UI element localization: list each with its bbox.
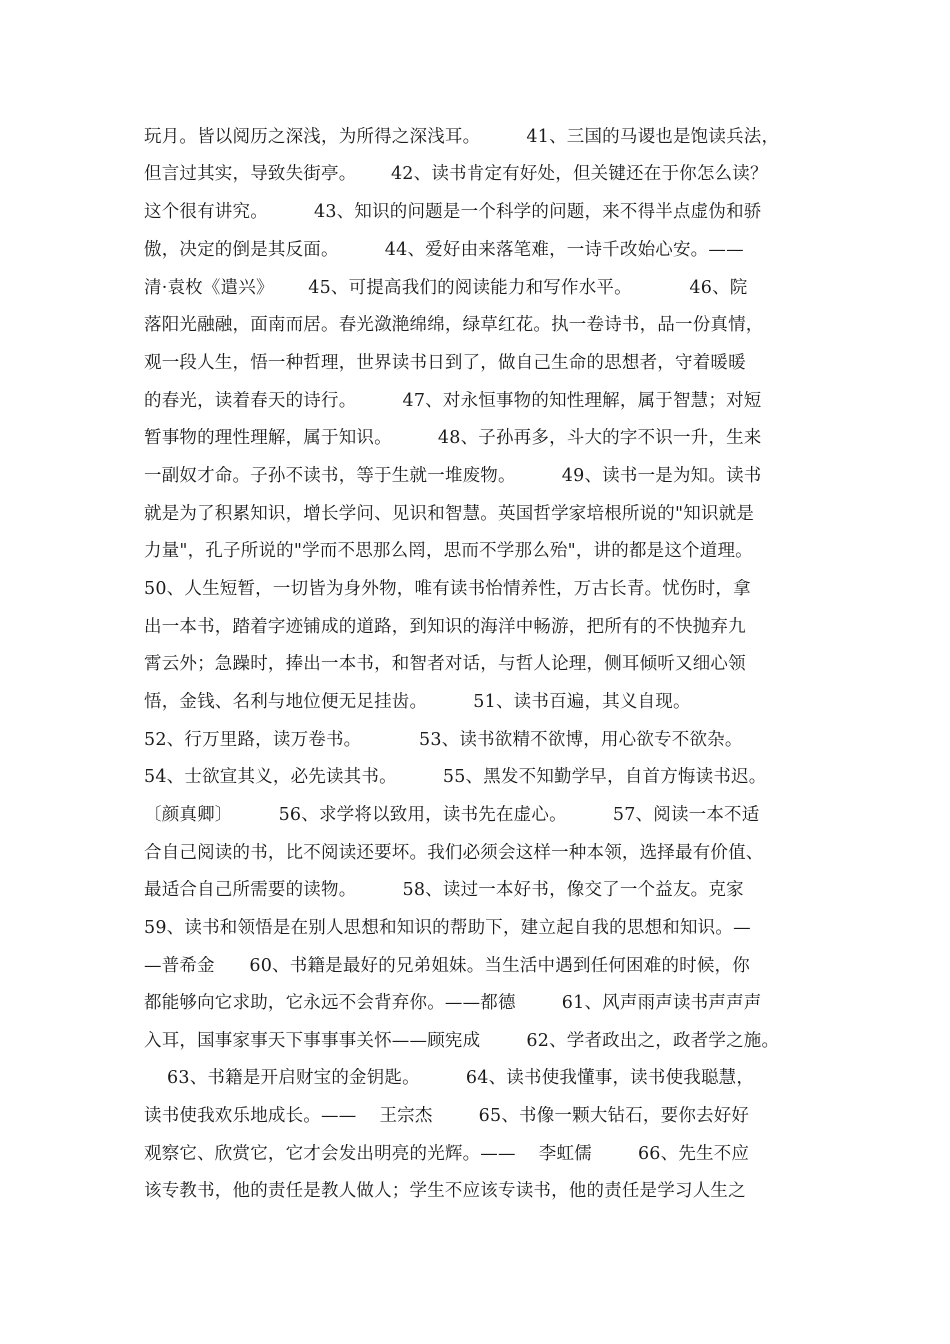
text-line: 暂事物的理性理解，属于知识。 48、子孙再多，斗大的字不识一升，生来 (144, 428, 762, 448)
text-line: 观一段人生，悟一种哲理，世界读书日到了，做自己生命的思想者，守着暖暖 (144, 353, 746, 373)
text-line: 59、读书和领悟是在别人思想和知识的帮助下，建立起自我的思想和知识。— (144, 918, 751, 938)
text-line: 这个很有讲究。 43、知识的问题是一个科学的问题，来不得半点虚伪和骄 (144, 202, 762, 222)
text-line: 50、人生短暂，一切皆为身外物，唯有读书怡情养性，万古长青。忧伤时，拿 (144, 579, 751, 599)
text-line: 一副奴才命。子孙不读书，等于生就一堆废物。 49、读书一是为知。读书 (144, 466, 762, 486)
text-line: 力量"，孔子所说的"学而不思那么罔，思而不学那么殆"，讲的都是这个道理。 (144, 541, 753, 561)
text-line: 就是为了积累知识，增长学问、见识和智慧。英国哲学家培根所说的"知识就是 (144, 504, 755, 524)
text-line: 霄云外；急躁时，捧出一本书，和智者对话，与哲人论理，侧耳倾听又细心领 (144, 654, 746, 674)
text-line: 52、行万里路，读万卷书。 53、读书欲精不欲博，用心欲专不欲杂。 (144, 730, 743, 750)
text-line: 悟，金钱、名利与地位便无足挂齿。 51、读书百遍，其义自现。 (144, 692, 691, 712)
text-line: —普希金 60、书籍是最好的兄弟姐妹。当生活中遇到任何困难的时候，你 (144, 956, 750, 976)
text-line: 54、士欲宣其义，必先读其书。 55、黑发不知勤学早，自首方悔读书迟。 (144, 767, 767, 787)
text-line: 63、书籍是开启财宝的金钥匙。 64、读书使我懂事，读书使我聪慧， (144, 1068, 755, 1088)
text-line: 入耳，国事家事天下事事事关怀——顾宪成 62、学者政出之，政者学之施。 (144, 1031, 780, 1051)
text-line: 出一本书，踏着字迹铺成的道路，到知识的海洋中畅游，把所有的不快抛弃九 (144, 617, 746, 637)
text-line: 但言过其实，导致失街亭。 42、读书肯定有好处，但关键还在于你怎么读？ (144, 164, 768, 184)
text-line: 的春光，读着春天的诗行。 47、对永恒事物的知性理解，属于智慧；对短 (144, 391, 762, 411)
text-line: 该专教书，他的责任是教人做人；学生不应该专读书，他的责任是学习人生之 (144, 1181, 746, 1201)
text-line: 清·袁枚《遣兴》 45、可提高我们的阅读能力和写作水平。 46、院 (144, 278, 748, 298)
text-line: 合自己阅读的书，比不阅读还要坏。我们必须会这样一种本领，选择最有价值、 (144, 843, 764, 863)
text-line: 落阳光融融，面南而居。春光潋滟绵绵，绿草红花。执一卷诗书，品一份真情， (144, 315, 764, 335)
text-line: 读书使我欢乐地成长。—— 王宗杰 65、书像一颗大钻石，要你去好好 (144, 1106, 750, 1126)
text-line: 〔颜真卿〕 56、求学将以致用，读书先在虚心。 57、阅读一本不适 (144, 805, 760, 825)
text-line: 最适合自己所需要的读物。 58、读过一本好书，像交了一个益友。克家 (144, 880, 744, 900)
text-line: 傲，决定的倒是其反面。 44、爱好由来落笔难，一诗千改始心安。—— (144, 240, 744, 260)
text-line: 都能够向它求助，它永远不会背弃你。——都德 61、风声雨声读书声声声 (144, 993, 762, 1013)
text-line: 观察它、欣赏它，它才会发出明亮的光辉。—— 李虹儒 66、先生不应 (144, 1144, 750, 1164)
text-line: 玩月。皆以阅历之深浅，为所得之深浅耳。 41、三国的马谡也是饱读兵法， (144, 127, 780, 147)
